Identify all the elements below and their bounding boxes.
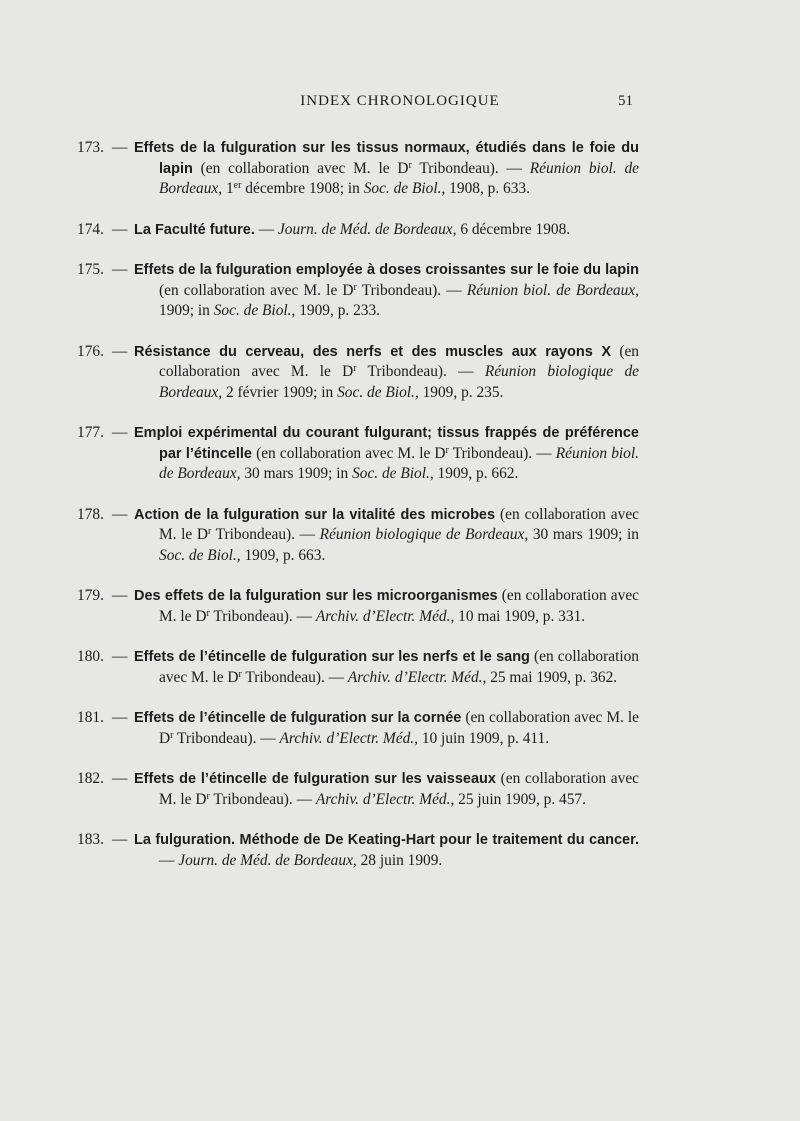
entry-dash: — bbox=[111, 139, 128, 156]
entry-text: (en collaboration avec M. le D bbox=[159, 770, 639, 808]
entry-title: Effets de la fulguration sur les tissus normaux, étudiés dans le foie du lapin bbox=[134, 140, 639, 177]
bibliography-entry bbox=[77, 708, 639, 749]
entry-journal: Soc. de Biol., bbox=[213, 302, 296, 319]
entry-text: 1909, p. 235. bbox=[418, 383, 504, 401]
entry-journal: Archiv. d’Electr. Méd., bbox=[279, 729, 418, 747]
entry-text: 2 février 1909; in bbox=[222, 383, 338, 401]
entry-text: décembre 1908; in bbox=[241, 180, 364, 197]
entry-text: (en collaboration avec M. le D bbox=[192, 159, 409, 177]
entry-title: Effets de la fulguration employée à doses croissantes sur le foie du lapin bbox=[134, 262, 639, 278]
entry-number-label: 176. bbox=[77, 342, 104, 360]
entry-body bbox=[134, 139, 639, 197]
entry-body bbox=[134, 709, 639, 747]
entry-journal: Réunion biol. de Bordeaux, bbox=[466, 281, 639, 299]
entry-body bbox=[134, 424, 639, 482]
entry-number-label: 174. bbox=[77, 220, 104, 238]
entry-number bbox=[77, 423, 127, 444]
entry-number-label: 180. bbox=[77, 648, 104, 665]
entry-number-label: 175. bbox=[77, 261, 104, 278]
bibliography-entry bbox=[77, 260, 639, 322]
entry-title: Effets de l’étincelle de fulguration sur les nerfs et le sang bbox=[134, 649, 530, 665]
entry-body bbox=[134, 261, 639, 319]
entry-text: 25 juin 1909, p. 457. bbox=[454, 790, 586, 808]
entry-number-label: 177. bbox=[77, 424, 104, 441]
entry-text: (en collaboration avec M. le D bbox=[159, 587, 639, 625]
entry-text: Tribondeau). — bbox=[211, 526, 320, 543]
entry-body bbox=[134, 506, 639, 564]
entry-journal: Archiv. d’Electr. Méd., bbox=[315, 790, 455, 808]
entry-superscript: r bbox=[206, 790, 210, 802]
entry-number bbox=[77, 647, 127, 668]
entry-title: Résistance du cerveau, des nerfs et des muscles aux rayons X bbox=[134, 343, 611, 360]
entry-body bbox=[134, 648, 639, 686]
entry-superscript: r bbox=[207, 526, 212, 537]
entry-text: 6 décembre 1908. bbox=[456, 220, 571, 238]
entry-number bbox=[77, 708, 127, 729]
bibliography-entry bbox=[77, 830, 639, 871]
entry-title: Des effets de la fulguration sur les microorganismes bbox=[134, 588, 498, 604]
entry-journal: Archiv. d’Electr. Méd., bbox=[315, 607, 455, 625]
entry-journal: Réunion biologique de Bordeaux, bbox=[159, 363, 640, 401]
entry-body bbox=[134, 221, 570, 238]
entry-text: Tribondeau). — bbox=[356, 281, 467, 299]
entry-text: 30 mars 1909; in bbox=[528, 526, 640, 543]
entry-superscript: r bbox=[445, 444, 449, 456]
entry-body bbox=[134, 587, 639, 625]
entry-journal: Soc. de Biol., bbox=[337, 383, 419, 401]
entry-dash: — bbox=[111, 342, 128, 360]
entry-text: (en collaboration avec M. le D bbox=[159, 505, 639, 543]
entry-dash: — bbox=[111, 648, 128, 665]
entry-superscript: er bbox=[233, 180, 242, 191]
entry-journal: Réunion biol. de Bordeaux, bbox=[159, 444, 639, 482]
entry-superscript: r bbox=[238, 668, 242, 680]
entry-text: 10 juin 1909, p. 411. bbox=[417, 729, 550, 747]
bibliography-entry bbox=[77, 342, 639, 404]
running-title: INDEX CHRONOLOGIQUE bbox=[300, 93, 500, 109]
entry-superscript: r bbox=[353, 363, 357, 374]
bibliography-entry bbox=[77, 220, 639, 241]
entry-number bbox=[77, 220, 127, 241]
entry-superscript: r bbox=[170, 729, 174, 741]
page-number: 51 bbox=[618, 93, 633, 109]
entry-number-label: 178. bbox=[77, 505, 104, 523]
entry-journal: Archiv. d’Electr. Méd., bbox=[347, 668, 487, 686]
entry-text: Tribondeau). — bbox=[173, 729, 280, 747]
entry-text: Tribondeau). — bbox=[448, 444, 556, 462]
entry-text: 1909; in bbox=[159, 302, 214, 319]
bibliography-entry bbox=[77, 586, 639, 627]
entry-dash: — bbox=[111, 831, 128, 848]
entry-journal: Réunion biologique de Bordeaux, bbox=[319, 526, 529, 543]
entry-number bbox=[77, 342, 127, 363]
entry-text: (en collaboration avec M. le D bbox=[159, 281, 354, 299]
entry-text: 28 juin 1909. bbox=[356, 851, 443, 869]
entry-text: Tribondeau). — bbox=[209, 607, 316, 625]
entry-body bbox=[134, 831, 639, 869]
bibliography-entry bbox=[77, 647, 639, 688]
entry-text: (en collaboration avec M. le D bbox=[159, 709, 640, 747]
entry-text: 1909, p. 662. bbox=[433, 465, 519, 482]
entry-number-label: 183. bbox=[77, 831, 104, 848]
entry-dash: — bbox=[111, 770, 128, 787]
entry-text: — bbox=[254, 220, 278, 238]
entry-text: Tribondeau). — bbox=[209, 790, 316, 808]
entry-text: 25 mai 1909, p. 362. bbox=[486, 668, 618, 686]
entry-text: 30 mars 1909; in bbox=[240, 465, 353, 482]
entry-title: La Faculté future. bbox=[134, 221, 255, 238]
entry-text: Tribondeau). — bbox=[241, 668, 348, 686]
entry-journal: Journ. de Méd. de Bordeaux, bbox=[277, 220, 457, 238]
entry-journal: Soc. de Biol., bbox=[352, 465, 434, 482]
entry-title: Effets de l’étincelle de fulguration sur les vaisseaux bbox=[134, 771, 496, 787]
entry-text: (en collaboration avec M. le D bbox=[251, 444, 446, 462]
entry-number bbox=[77, 586, 127, 607]
entry-number bbox=[77, 505, 127, 526]
entry-dash: — bbox=[111, 424, 128, 441]
entry-text: 1 bbox=[222, 180, 234, 197]
entry-superscript: r bbox=[353, 281, 357, 293]
entry-title: Action de la fulguration sur la vitalité des microbes bbox=[134, 506, 496, 523]
bibliography-entry bbox=[77, 505, 639, 567]
entry-text: 1909, p. 663. bbox=[240, 546, 326, 564]
entry-number bbox=[77, 769, 127, 790]
entry-journal: Réunion biol. de Bordeaux, bbox=[159, 159, 639, 197]
entry-text: (en collaboration avec M. le D bbox=[159, 342, 640, 380]
bibliography-entry bbox=[77, 423, 639, 485]
entry-title: La fulguration. Méthode de De Keating-Hart pour le traitement du cancer. bbox=[134, 832, 639, 848]
bibliography-entry bbox=[77, 769, 639, 810]
entry-number bbox=[77, 138, 127, 159]
entry-text: 1909, p. 233. bbox=[295, 302, 381, 319]
entry-text: — bbox=[159, 851, 179, 869]
entry-number-label: 181. bbox=[77, 709, 104, 726]
entry-number bbox=[77, 830, 127, 851]
bibliography-entry bbox=[77, 138, 639, 200]
entry-number bbox=[77, 260, 127, 281]
entry-text: 10 mai 1909, p. 331. bbox=[454, 607, 586, 625]
entry-dash: — bbox=[111, 709, 128, 726]
entry-text: Tribondeau). — bbox=[411, 159, 530, 177]
entry-body bbox=[134, 343, 639, 401]
entry-text: (en collaboration avec M. le D bbox=[159, 648, 640, 686]
entry-journal: Soc. de Biol., bbox=[159, 546, 241, 564]
entry-number-label: 179. bbox=[77, 587, 104, 604]
entry-dash: — bbox=[111, 220, 128, 238]
entry-text: 1908, p. 633. bbox=[445, 180, 530, 197]
entry-superscript: r bbox=[206, 607, 210, 619]
entry-title: Effets de l’étincelle de fulguration sur la cornée bbox=[134, 710, 462, 726]
entry-journal: Journ. de Méd. de Bordeaux, bbox=[178, 851, 357, 869]
entry-number-label: 173. bbox=[77, 139, 104, 156]
entry-body bbox=[134, 770, 639, 808]
entry-dash: — bbox=[111, 587, 128, 604]
bibliography-list bbox=[77, 138, 639, 891]
entry-dash: — bbox=[111, 261, 128, 278]
entry-superscript: r bbox=[408, 159, 412, 171]
entry-title: Emploi expérimental du courant fulgurant; tissus frappés de préférence par l’étincelle bbox=[134, 425, 639, 462]
entry-journal: Soc. de Biol., bbox=[363, 180, 446, 197]
entry-number-label: 182. bbox=[77, 770, 104, 787]
entry-text: Tribondeau). — bbox=[356, 363, 485, 380]
entry-dash: — bbox=[111, 505, 128, 523]
